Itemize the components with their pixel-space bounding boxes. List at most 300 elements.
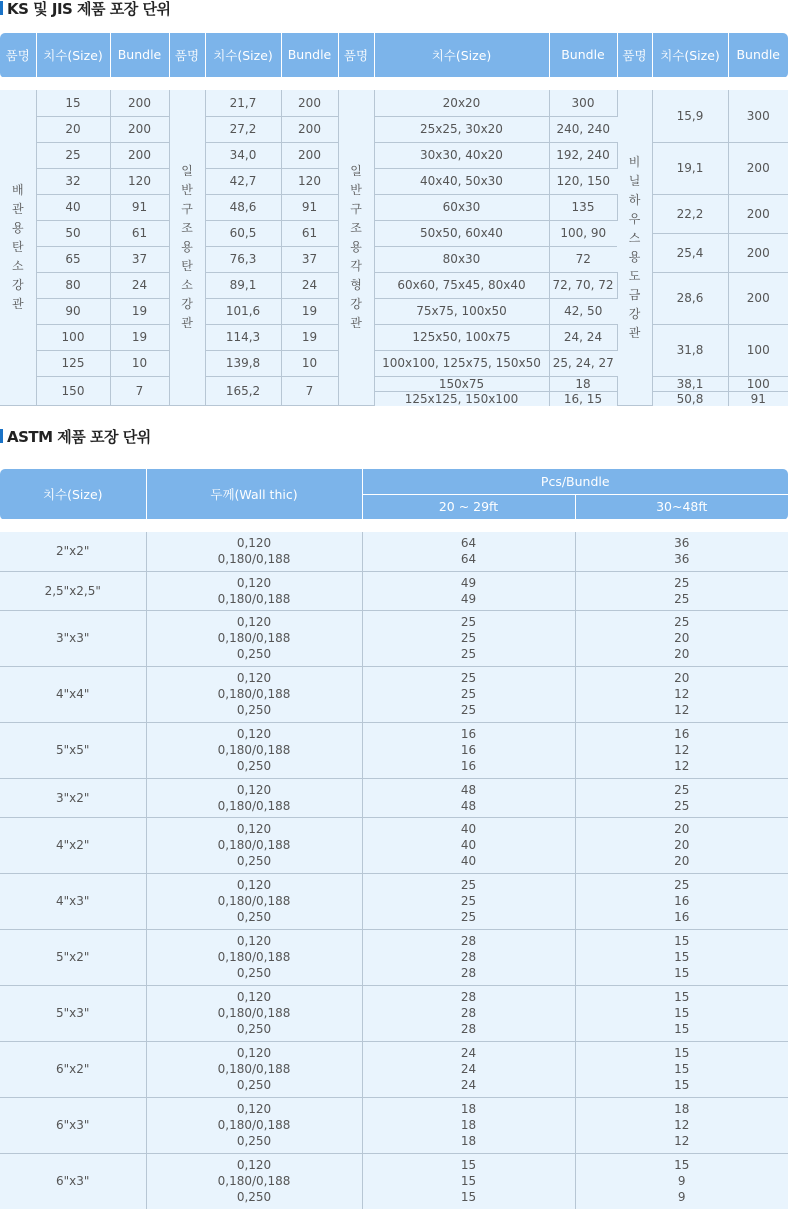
bundle-cell: 10 [110, 350, 169, 376]
bundle-cell: 200 [728, 272, 788, 324]
pcs-30-48-cell [575, 778, 788, 817]
cell-line: 25 [460, 631, 477, 645]
size-cell: 90 [36, 298, 110, 324]
category-char: 용 [181, 240, 193, 254]
bundle-cell: 200 [281, 142, 338, 168]
cell-line: 0,250 [236, 1134, 272, 1148]
category-char: 강 [350, 297, 362, 311]
cell-line: 16 [460, 743, 477, 757]
category-char: 우 [628, 211, 641, 226]
bundle-cell: 300 [549, 90, 617, 116]
cell-line: 36 [674, 536, 690, 551]
pcs-30-48-cell [575, 873, 788, 929]
size-cell: 42,7 [205, 168, 281, 194]
astm-header-wall: 두께(Wall thic) [146, 469, 362, 519]
size-cell: 65 [36, 246, 110, 272]
size-cell: 89,1 [205, 272, 281, 298]
bundle-cell: 42, 50 [549, 298, 617, 324]
bundle-cell: 100 [728, 324, 788, 376]
bundle-cell: 200 [281, 116, 338, 142]
cell-line: 12 [674, 1118, 690, 1132]
cell-line: 0,120 [236, 727, 272, 741]
category-char: 각 [350, 259, 362, 273]
pcs-20-29-cell [362, 873, 575, 929]
bundle-cell: 7 [281, 376, 338, 406]
cell-line: 0,250 [236, 1190, 272, 1205]
cell-line: 0,120 [236, 990, 272, 1004]
category-char: 강 [628, 306, 641, 321]
cell-line: 15 [674, 1006, 690, 1020]
size-cell: 38,1 [652, 376, 728, 391]
category-char: 강 [11, 278, 24, 292]
cell-line: 0,120 [236, 1102, 272, 1116]
cell-line: 15 [460, 1174, 477, 1189]
header-size: 치수(Size) [652, 33, 728, 77]
category-char: 강 [181, 297, 193, 311]
bundle-cell: 200 [110, 116, 169, 142]
cell-line: 9 [677, 1190, 686, 1205]
cell-line: 28 [460, 990, 477, 1004]
ks-table-body [0, 90, 788, 406]
category-char: 일 [181, 164, 193, 178]
wall-cell [146, 873, 362, 929]
wall-cell [146, 929, 362, 985]
category-char: 비 [628, 154, 641, 169]
astm-header-20-29ft: 20 ~ 29ft [362, 494, 575, 519]
cell-line: 20 [674, 822, 690, 836]
cell-line: 0,250 [236, 759, 272, 773]
cell-line: 48 [460, 782, 477, 797]
pcs-30-48-cell [575, 571, 788, 610]
pcs-30-48-cell [575, 985, 788, 1041]
cell-line: 25 [460, 878, 477, 892]
bundle-cell: 19 [110, 324, 169, 350]
size-cell: 28,6 [652, 272, 728, 324]
header-bundle: Bundle [281, 33, 338, 77]
cell-line: 25 [460, 615, 477, 629]
cell-line: 0,250 [236, 910, 272, 924]
size-cell: 101,6 [205, 298, 281, 324]
cell-line: 15 [674, 1158, 690, 1173]
size-cell: 150 [36, 376, 110, 406]
pcs-20-29-cell [362, 1097, 575, 1153]
header-item: 품명 [169, 33, 205, 77]
wall-cell [146, 610, 362, 666]
cell-line: 0,180/0,188 [217, 798, 291, 813]
category-char: 스 [628, 230, 641, 245]
cell-line: 16 [674, 727, 690, 741]
size-cell: 21,7 [205, 90, 281, 116]
size-cell: 125x50, 100x75 [374, 324, 549, 350]
cell-line: 16 [674, 910, 690, 924]
bundle-cell: 19 [281, 324, 338, 350]
pcs-20-29-cell [362, 817, 575, 873]
cell-line: 20 [674, 854, 690, 868]
cell-line: 0,250 [236, 966, 272, 980]
pcs-30-48-cell [575, 666, 788, 722]
size-cell: 4"x3" [0, 873, 146, 929]
category-char: 관 [350, 316, 362, 330]
size-cell: 4"x2" [0, 817, 146, 873]
size-cell: 31,8 [652, 324, 728, 376]
cell-line: 0,120 [236, 1158, 272, 1173]
category-char: 소 [11, 259, 24, 273]
size-cell: 40x40, 50x30 [374, 168, 549, 194]
cell-line: 25 [460, 671, 477, 685]
cell-line: 0,180/0,188 [217, 591, 291, 606]
bundle-cell: 200 [110, 90, 169, 116]
cell-line: 18 [674, 1102, 690, 1116]
pcs-20-29-cell [362, 985, 575, 1041]
cell-line: 25 [460, 894, 477, 908]
cell-line: 0,120 [236, 934, 272, 948]
astm-title-text: ASTM 제품 포장 단위 [7, 428, 151, 446]
cell-line: 24 [460, 1046, 477, 1060]
pcs-30-48-cell [575, 1153, 788, 1209]
size-cell: 30x30, 40x20 [374, 142, 549, 168]
cell-line: 25 [674, 782, 690, 797]
pcs-20-29-cell [362, 532, 575, 571]
cell-line: 40 [460, 822, 477, 836]
pcs-20-29-cell [362, 1153, 575, 1209]
header-bundle: Bundle [110, 33, 169, 77]
size-cell: 15 [36, 90, 110, 116]
header-item: 품명 [0, 33, 36, 77]
cell-line: 28 [460, 966, 477, 980]
table-row [0, 666, 788, 722]
cell-line: 40 [460, 854, 477, 868]
g4-category [617, 90, 652, 406]
cell-line: 0,120 [236, 536, 272, 551]
category-char: 조 [350, 221, 362, 235]
size-cell: 3"x2" [0, 778, 146, 817]
bundle-cell: 61 [281, 220, 338, 246]
pcs-30-48-cell [575, 817, 788, 873]
bundle-cell: 200 [728, 233, 788, 272]
pcs-20-29-cell [362, 666, 575, 722]
size-cell: 150x75 [374, 376, 549, 391]
table-row [0, 142, 788, 155]
table-row [0, 929, 788, 985]
bundle-cell: 100 [728, 376, 788, 391]
bundle-cell: 37 [281, 246, 338, 272]
astm-header-pcs: Pcs/Bundle [362, 469, 788, 494]
cell-line: 20 [674, 838, 690, 852]
category-char: 탄 [11, 240, 24, 254]
table-row [0, 1041, 788, 1097]
wall-cell [146, 666, 362, 722]
cell-line: 25 [460, 687, 477, 701]
cell-line: 12 [674, 1134, 690, 1148]
cell-line: 0,180/0,188 [217, 743, 291, 757]
pcs-30-48-cell [575, 929, 788, 985]
bundle-cell: 19 [110, 298, 169, 324]
cell-line: 64 [460, 552, 477, 567]
category-char: 배 [11, 183, 24, 197]
cell-line: 40 [460, 838, 477, 852]
bundle-cell: 61 [110, 220, 169, 246]
cell-line: 0,250 [236, 1078, 272, 1092]
cell-line: 25 [674, 798, 690, 813]
size-cell: 34,0 [205, 142, 281, 168]
table-row [0, 610, 788, 666]
cell-line: 48 [460, 798, 477, 813]
astm-section-title [0, 428, 151, 446]
size-cell: 125 [36, 350, 110, 376]
table-row [0, 194, 788, 207]
ks-section-title [0, 0, 170, 18]
cell-line: 12 [674, 759, 690, 773]
size-cell: 40 [36, 194, 110, 220]
cell-line: 0,180/0,188 [217, 950, 291, 964]
category-char: 관 [11, 202, 24, 216]
bundle-cell: 91 [281, 194, 338, 220]
cell-line: 16 [460, 727, 477, 741]
g1-category [0, 90, 36, 406]
cell-line: 16 [674, 894, 690, 908]
cell-line: 0,120 [236, 822, 272, 836]
bundle-cell: 200 [281, 90, 338, 116]
cell-line: 16 [460, 759, 477, 773]
category-char: 형 [350, 278, 362, 292]
size-cell: 75x75, 100x50 [374, 298, 549, 324]
astm-header-size: 치수(Size) [0, 469, 146, 519]
bundle-cell: 120 [110, 168, 169, 194]
header-item: 품명 [617, 33, 652, 77]
category-char: 조 [181, 221, 193, 235]
bundle-cell: 24 [281, 272, 338, 298]
header-size: 치수(Size) [36, 33, 110, 77]
pcs-20-29-cell [362, 778, 575, 817]
cell-line: 0,180/0,188 [217, 1006, 291, 1020]
size-cell: 2,5"x2,5" [0, 571, 146, 610]
cell-line: 15 [460, 1158, 477, 1173]
cell-line: 25 [460, 703, 477, 717]
pcs-30-48-cell [575, 1097, 788, 1153]
pcs-20-29-cell [362, 610, 575, 666]
cell-line: 20 [674, 631, 690, 645]
cell-line: 25 [674, 615, 690, 629]
pcs-20-29-cell [362, 571, 575, 610]
wall-cell [146, 1153, 362, 1209]
table-row [0, 817, 788, 873]
category-char: 반 [350, 183, 362, 197]
size-cell: 60x60, 75x45, 80x40 [374, 272, 549, 298]
cell-line: 12 [674, 743, 690, 757]
category-char: 도 [628, 268, 641, 283]
cell-line: 25 [674, 575, 690, 590]
bundle-cell: 200 [110, 142, 169, 168]
header-bundle: Bundle [549, 33, 617, 77]
size-cell: 15,9 [652, 90, 728, 142]
size-cell: 27,2 [205, 116, 281, 142]
title-marker [0, 429, 3, 443]
cell-line: 28 [460, 1022, 477, 1036]
size-cell: 6"x2" [0, 1041, 146, 1097]
bundle-cell: 18 [549, 376, 617, 391]
pcs-20-29-cell [362, 1041, 575, 1097]
category-char: 닐 [628, 173, 641, 188]
cell-line: 0,120 [236, 615, 272, 629]
bundle-cell: 91 [728, 391, 788, 406]
size-cell: 80x30 [374, 246, 549, 272]
cell-line: 18 [460, 1134, 477, 1148]
cell-line: 0,180/0,188 [217, 552, 291, 567]
cell-line: 15 [674, 1046, 690, 1060]
wall-cell [146, 722, 362, 778]
cell-line: 28 [460, 934, 477, 948]
bundle-cell: 24 [110, 272, 169, 298]
cell-line: 0,180/0,188 [217, 894, 291, 908]
bundle-cell: 72 [549, 246, 617, 272]
bundle-cell: 100, 90 [549, 220, 617, 246]
size-cell: 25 [36, 142, 110, 168]
size-cell: 100x100, 125x75, 150x50 [374, 350, 549, 376]
cell-line: 15 [674, 1078, 690, 1092]
table-row [0, 985, 788, 1041]
table-row [0, 532, 788, 571]
cell-line: 15 [460, 1190, 477, 1205]
cell-line: 15 [674, 934, 690, 948]
category-char: 용 [11, 221, 24, 235]
pcs-30-48-cell [575, 722, 788, 778]
size-cell: 139,8 [205, 350, 281, 376]
cell-line: 0,250 [236, 854, 272, 868]
size-cell: 5"x3" [0, 985, 146, 1041]
cell-line: 9 [677, 1174, 686, 1189]
cell-line: 12 [674, 687, 690, 701]
pcs-20-29-cell [362, 929, 575, 985]
pcs-20-29-cell [362, 722, 575, 778]
size-cell: 2"x2" [0, 532, 146, 571]
category-char: 일 [350, 164, 362, 178]
header-size: 치수(Size) [205, 33, 281, 77]
category-char: 구 [181, 202, 193, 216]
bundle-cell: 91 [110, 194, 169, 220]
cell-line: 15 [674, 1022, 690, 1036]
cell-line: 25 [674, 591, 690, 606]
wall-cell [146, 985, 362, 1041]
pcs-30-48-cell [575, 1041, 788, 1097]
bundle-cell: 135 [549, 194, 617, 220]
category-char: 금 [628, 287, 641, 302]
cell-line: 0,250 [236, 703, 272, 717]
pcs-30-48-cell [575, 610, 788, 666]
size-cell: 5"x2" [0, 929, 146, 985]
bundle-cell: 16, 15 [549, 391, 617, 406]
category-char: 반 [181, 183, 193, 197]
bundle-cell: 10 [281, 350, 338, 376]
size-cell: 5"x5" [0, 722, 146, 778]
bundle-cell: 192, 240 [549, 142, 617, 168]
header-size: 치수(Size) [374, 33, 549, 77]
bundle-cell: 120 [281, 168, 338, 194]
category-char: 용 [350, 240, 362, 254]
category-char: 관 [181, 316, 193, 330]
size-cell: 22,2 [652, 194, 728, 233]
cell-line: 15 [674, 966, 690, 980]
cell-line: 15 [674, 990, 690, 1004]
category-char: 소 [181, 278, 193, 292]
size-cell: 50 [36, 220, 110, 246]
wall-cell [146, 532, 362, 571]
wall-cell [146, 1097, 362, 1153]
cell-line: 0,120 [236, 1046, 272, 1060]
cell-line: 0,180/0,188 [217, 1118, 291, 1132]
size-cell: 4"x4" [0, 666, 146, 722]
size-cell: 76,3 [205, 246, 281, 272]
category-char: 구 [350, 202, 362, 216]
astm-table-header [0, 469, 788, 520]
category-char: 하 [628, 192, 641, 207]
bundle-cell: 120, 150 [549, 168, 617, 194]
size-cell: 60x30 [374, 194, 549, 220]
table-row [0, 778, 788, 817]
cell-line: 64 [460, 536, 477, 551]
size-cell: 165,2 [205, 376, 281, 406]
cell-line: 49 [460, 591, 477, 606]
cell-line: 12 [674, 703, 690, 717]
bundle-cell: 25, 24, 27 [549, 350, 617, 376]
cell-line: 18 [460, 1102, 477, 1116]
cell-line: 24 [460, 1078, 477, 1092]
bundle-cell: 200 [728, 194, 788, 233]
table-row [0, 324, 788, 337]
bundle-cell: 200 [728, 142, 788, 194]
size-cell: 25,4 [652, 233, 728, 272]
size-cell: 114,3 [205, 324, 281, 350]
bundle-cell: 19 [281, 298, 338, 324]
cell-line: 49 [460, 575, 477, 590]
astm-header-30-48ft: 30~48ft [575, 494, 788, 519]
cell-line: 0,120 [236, 878, 272, 892]
cell-line: 25 [460, 910, 477, 924]
cell-line: 0,250 [236, 1022, 272, 1036]
bundle-cell: 7 [110, 376, 169, 406]
cell-line: 24 [460, 1062, 477, 1076]
cell-line: 15 [674, 950, 690, 964]
category-char: 탄 [181, 259, 193, 273]
cell-line: 18 [460, 1118, 477, 1132]
table-row [0, 571, 788, 610]
size-cell: 6"x3" [0, 1097, 146, 1153]
cell-line: 0,180/0,188 [217, 1174, 291, 1189]
cell-line: 0,180/0,188 [217, 687, 291, 701]
category-char: 관 [628, 325, 641, 340]
bundle-cell: 24, 24 [549, 324, 617, 350]
pcs-30-48-cell [575, 532, 788, 571]
wall-cell [146, 778, 362, 817]
cell-line: 0,120 [236, 671, 272, 685]
bundle-cell: 240, 240 [549, 116, 617, 142]
wall-cell [146, 571, 362, 610]
ks-table-header [0, 33, 788, 78]
cell-line: 15 [674, 1062, 690, 1076]
table-row [0, 1153, 788, 1209]
wall-cell [146, 817, 362, 873]
cell-line: 20 [674, 647, 690, 661]
size-cell: 25x25, 30x20 [374, 116, 549, 142]
category-char: 용 [628, 249, 641, 264]
cell-line: 25 [460, 647, 477, 661]
category-char: 관 [11, 297, 24, 311]
cell-line: 25 [674, 878, 690, 892]
table-row [0, 90, 788, 103]
cell-line: 20 [674, 671, 690, 685]
size-cell: 3"x3" [0, 610, 146, 666]
cell-line: 0,180/0,188 [217, 631, 291, 645]
table-row [0, 722, 788, 778]
